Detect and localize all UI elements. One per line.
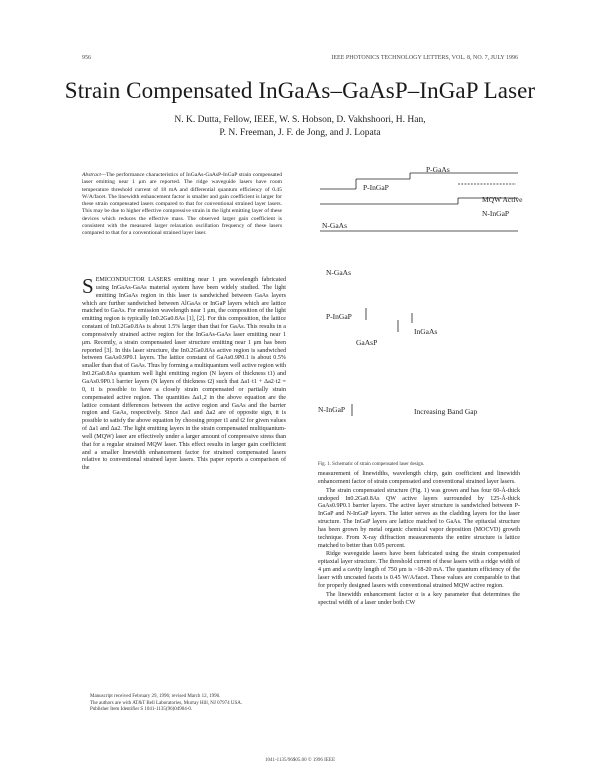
footnote-publisher-id: Publisher Item Identifier S 1041-1135(96)04904-0. bbox=[90, 707, 193, 713]
label-n-gaas-top: N-GaAs bbox=[322, 221, 347, 230]
figure-band-diagram bbox=[318, 160, 528, 460]
footnote-affiliation: The authors are with AT&T Bell Laboratories, Murray Hill, NJ 07974 USA. bbox=[90, 700, 243, 706]
abstract bbox=[82, 172, 282, 238]
journal-header: IEEE PHOTONICS TECHNOLOGY LETTERS, VOL. 8, NO. 7, JULY 1996 bbox=[331, 55, 518, 61]
footnotes bbox=[82, 694, 286, 714]
label-p-gaas: P-GaAs bbox=[426, 165, 450, 174]
author-line-2: P. N. Freeman, J. F. de Jong, and J. Lopata bbox=[219, 128, 381, 138]
label-mqw-active: MQW Active bbox=[482, 195, 523, 204]
label-n-ingap-top: N-InGaP bbox=[482, 209, 510, 218]
body-paragraph: EMICONDUCTOR LASERS emitting near 1 μm wavelength fabricated using InGaAs-GaAs material system have been widely studied. The light emitting InGaAs region in this laser is sandwiched between GaAs layers which are further sandwiched between AlGaAs or InGaP layers which are lattice matched to GaAs. For emission wavelength near 1 μm, the composition of the light emitting region is typically In0.2Ga0.8As [1], [2]. For this composition, the lattice constant of In0.2Ga0.8As is about 1.5% larger than that for GaAs. This results in a compressively strained active region for the InGaAs-GaAs laser emitting near 1 μm. Recently, a strain compensated laser structure emitting near 1 μm has been reported [3]. In this laser structure, the In0.2Ga0.8As active region is sandwiched between GaAs0.9P0.1 layers. The lattice constant of GaAs0.9P0.1 is about 0.5% smaller than that of GaAs. Thus by forming a multiquantum well active region with In0.2Ga0.8As quantum well light emitting region (N layers of thickness t1) and GaAs0.9P0.1 barrier layers (N layers of thickness t2) such that Δa1·t1 + Δa2·t2 = 0, it is possible to have a closely strain compensated or partially strain compensated active region. The quantities Δa1,2 in the above equation are the lattice constant differences between the active region and GaAs and the barrier region and GaAs, respectively. Since Δa1 and Δa2 are of opposite sign, it is possible to satisfy the above equation by choosing proper t1 and t2 for given values of Δa1 and Δa2. The light emitting layers in the strain compensated multiquantum-well (MQW) laser are effectively under a larger amount of compressive stress than that for a regular strained MQW laser. This effect results in larger gain coefficient and a smaller linewidth enhancement factor for strained compensated lasers relative to conventional strained layer lasers. This paper reports a comparison of the bbox=[82, 277, 286, 472]
paper-title: Strain Compensated InGaAs–GaAsP–InGaP Laser bbox=[64, 78, 536, 103]
abstract-label: Abstract— bbox=[82, 172, 106, 178]
label-increasing-band-gap: Increasing Band Gap bbox=[414, 407, 478, 416]
page-number: 956 bbox=[82, 55, 91, 61]
body-paragraph: measurement of linewidths, wavelength chirp, gain coefficient and linewidth enhancement factor of strain compensated and conventional strained layer lasers. bbox=[318, 471, 520, 485]
body-left-column bbox=[82, 274, 286, 474]
label-p-ingap-mid: P-InGaP bbox=[326, 312, 352, 321]
body-paragraph: The linewidth enhancement factor α is a key parameter that determines the spectral width of a laser under both CW bbox=[318, 591, 520, 606]
label-ingaas: InGaAs bbox=[414, 327, 438, 336]
body-right-column bbox=[318, 471, 520, 608]
body-paragraph: Ridge waveguide lasers have been fabricated using the strain compensated epitaxial layer structure. The threshold current of these lasers with a ridge width of 4 μm and a cavity length of 750 μm is ~18-20 mA. The quantum efficiency of the laser with uncoated facets is 0.45 W/A/facet. These values are comparable to that for properly designed lasers with conventional strained MQW active region. bbox=[318, 551, 520, 589]
label-n-ingap-bottom: N-InGaP bbox=[318, 405, 346, 414]
footnote-received: Manuscript received February 29, 1996; revised March 12, 1996. bbox=[90, 694, 221, 699]
label-n-gaas-mid: N-GaAs bbox=[326, 268, 351, 277]
label-p-ingap-top: P-InGaP bbox=[363, 183, 389, 192]
figure-caption: Fig. 1. Schematic of strain compensated laser design. bbox=[318, 462, 425, 467]
author-line-1: N. K. Dutta, Fellow, IEEE, W. S. Hobson, D. Vakhshoori, H. Han, bbox=[174, 115, 426, 125]
drop-cap: S bbox=[82, 274, 94, 298]
body-paragraph: The strain compensated structure (Fig. 1) was grown and has four 60-Å-thick undoped In0.2Ga0.8As QW active layers surrounded by 125-Å-thick GaAs0.9P0.1 barrier layers. The active layer structure is sandwiched between P-InGaP and N-InGaP layers. The latter serves as the cladding layers for the laser structure. The InGaP layers are lattice matched to GaAs. The epitaxial structure has been grown by metal organic chemical vapor deposition (MOCVD) growth technique. From X-ray diffraction measurements the entire structure is lattice matched to better than 0.05 percent. bbox=[318, 487, 520, 549]
abstract-text: The performance characteristics of InGaAs-GaAsP-InGaP strain compensated laser emitting near 1 μm are reported. The ridge waveguide lasers have room temperature threshold current of 18 mA and differential quantum efficiency of 0.45 W/A/facet. The linewidth enhancement factor is smaller and gain coefficient is larger for these strain compensated lasers compared to that for conventional strained layer lasers. This may be due to higher effective compressive strain in the light emitting layer of these devices which reduces the effective mass. The observed larger gain coefficient is consistent with the measured larger relaxation oscillation frequency of these lasers compared to that for a conventional strained layer laser. bbox=[82, 172, 282, 237]
label-gaasp: GaAsP bbox=[356, 338, 378, 347]
issn-footer: 1041-1135/96$05.00 © 1996 IEEE bbox=[265, 758, 335, 763]
